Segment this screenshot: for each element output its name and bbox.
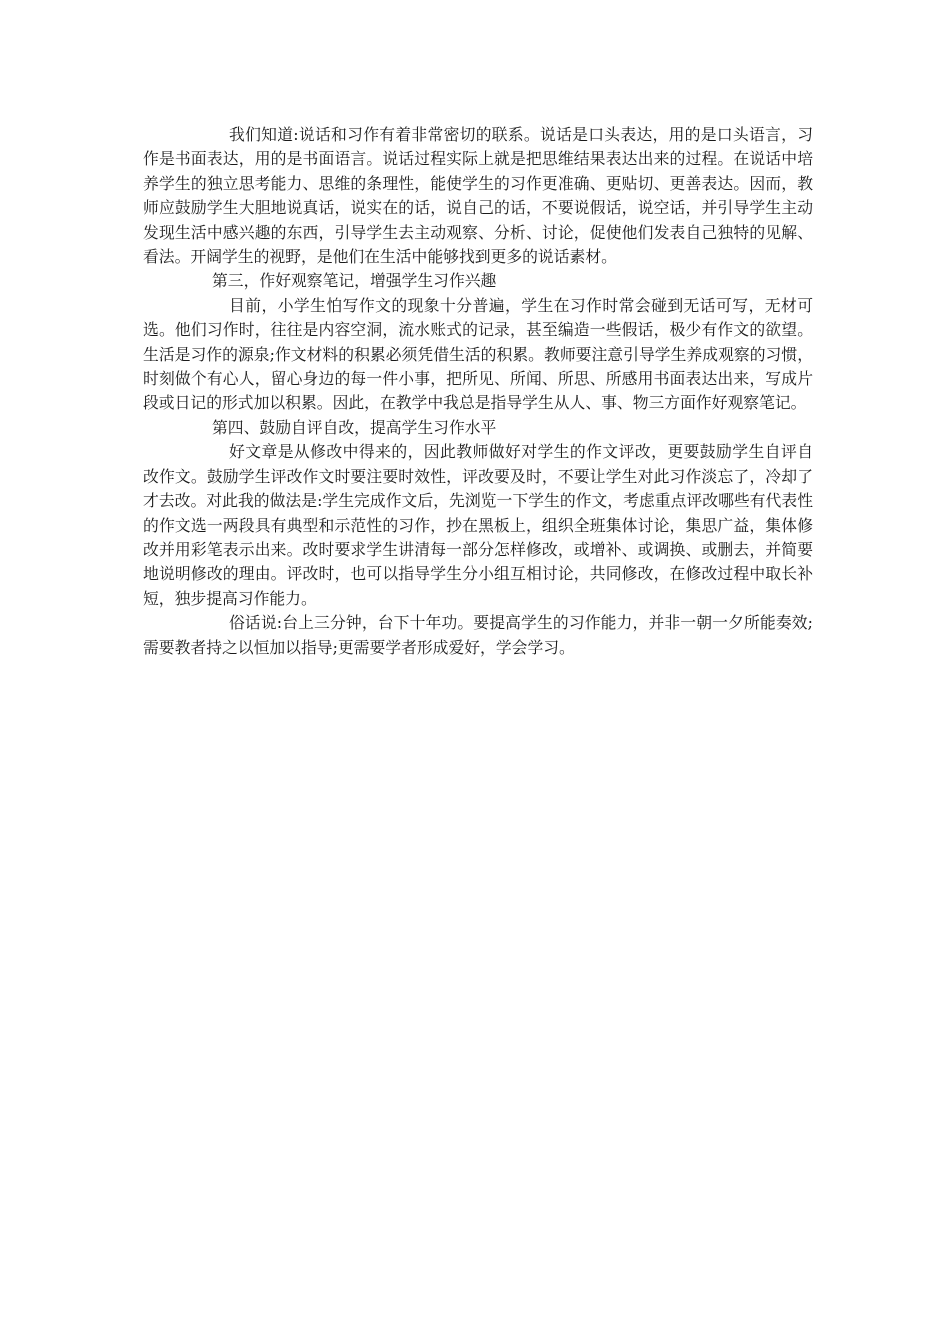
paragraph-conclusion: 俗话说:台上三分钟，台下十年功。要提高学生的习作能力，并非一朝一夕所能奏效;需要教者持之以恒加以指导;更需要学者形成爱好，学会学习。 [143, 613, 813, 657]
section-heading-self-revision: 第四、鼓励自评自改，提高学生习作水平 [212, 417, 497, 437]
section-heading-observation-notes: 第三，作好观察笔记，增强学生习作兴趣 [212, 271, 497, 291]
paragraph-self-revision: 好文章是从修改中得来的，因此教师做好对学生的作文评改，更要鼓励学生自评自改作文。鼓励学生评改作文时要注要时效性，评改要及时，不要让学生对此习作淡忘了，冷却了才去改。对此我的做法是:学生完成作文后，先浏览一下学生的作文，考虑重点评改哪些有代表性的作文选一两段具有典型和示范性的习作，抄在黑板上，组织全班集体讨论，集思广益，集体修改并用彩笔表示出来。改时要求学生讲清每一部分怎样修改，或增补、或调换、或删去，并简要地说明修改的理由。评改时，也可以指导学生分小组互相讨论，共同修改，在修改过程中取长补短，独步提高习作能力。 [143, 442, 813, 608]
paragraph-observation-notes: 目前，小学生怕写作文的现象十分普遍，学生在习作时常会碰到无话可写，无材可选。他们习作时，往往是内容空洞，流水账式的记录，甚至编造一些假话，极少有作文的欲望。生活是习作的源泉;作文材料的积累必须凭借生活的积累。教师要注意引导学生养成观察的习惯，时刻做个有心人，留心身边的每一件小事，把所见、所闻、所思、所感用书面表达出来，写成片段或日记的形式加以积累。因此，在教学中我总是指导学生从人、事、物三方面作好观察笔记。 [143, 295, 813, 413]
document-body [143, 123, 813, 660]
paragraph-speaking-and-writing: 我们知道:说话和习作有着非常密切的联系。说话是口头表达，用的是口头语言，习作是书面表达，用的是书面语言。说话过程实际上就是把思维结果表达出来的过程。在说话中培养学生的独立思考能力、思维的条理性，能使学生的习作更准确、更贴切、更善表达。因而，教师应鼓励学生大胆地说真话，说实在的话，说自己的话，不要说假话，说空话，并引导学生主动发现生活中感兴趣的东西，引导学生去主动观察、分析、讨论，促使他们发表自己独特的见解、看法。开阔学生的视野，是他们在生活中能够找到更多的说话素材。 [143, 125, 813, 267]
